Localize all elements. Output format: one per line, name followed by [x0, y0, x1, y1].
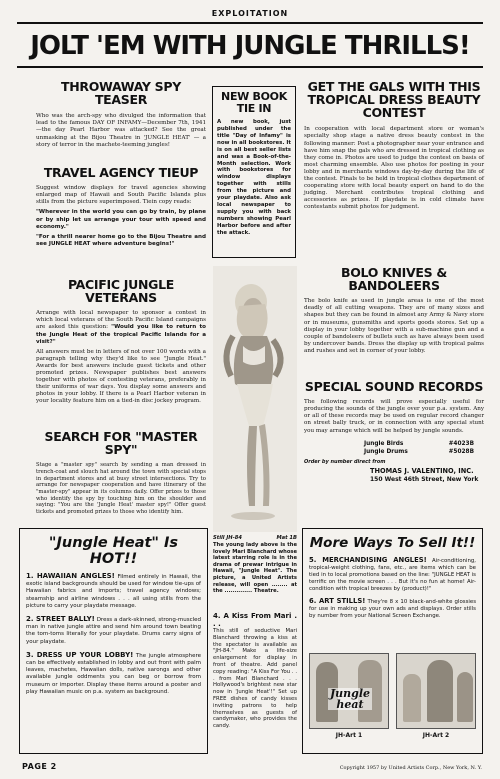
copyright: Copyright 1957 by United Artists Corp., New York, N. Y. [339, 765, 482, 771]
sound-records-section [304, 380, 484, 483]
master-spy-section [36, 430, 206, 516]
veterans-question: "Would you like to return to the Jungle Heat of the tropical Pacific Islands for a visit?" [36, 324, 207, 345]
hot-item-body: The jungle atmosphere can be effectively established in lobby and out front with palm leaves, machetes, Hawaiian dolls, native sarongs and other available jungle oddments you can beg or borrow from museum or importer. Display these items around a poster and play Hawaiian music on p.a. system as background. [26, 652, 201, 695]
section-label: EXPLOITATION [211, 9, 289, 18]
art-figure-shape [427, 660, 453, 722]
veterans-section [36, 278, 206, 405]
art-figure-shape [457, 672, 473, 722]
travel-body: Suggest window displays for travel agencies showing enlarged map of Hawaii and South Pacific Islands plus stills from the picture superimposed. Tiein copy reads: [36, 185, 206, 206]
supplier-name: THOMAS J. VALENTINO, INC. [370, 466, 474, 475]
travel-quote-1: "Wherever in the world you can go by train, by plane or by ship let us arrange your tour with speed and economy." [36, 209, 206, 230]
veterans-body-2: All answers must be in letters of not over 100 words with a paragraph telling why they'd like to see "Jungle Heat." Awards for best answers include guest tickets and other promoted prizes. Newspaper publishes best answers together with photos of contesting veterans, preferably in their uniforms of war days. You display some answers and photos in your lobby. If there is a Pearl Harbor veteran in your locality feature him on a tied-in disc jockey program. [36, 348, 206, 405]
more-heading: More Ways To Sell It!! [309, 535, 476, 551]
art-still-2-label: JH-Art 2 [422, 732, 450, 739]
still-caption-text: The young lady above is the lovely Mari Blanchard whose latest starring role is in the drama of prewar intrigue in Hawaii, "Jungle Heat". The picture, a United Artists release, will open ........ at the .............. Theatre. [213, 542, 297, 595]
spy-teaser-section [36, 80, 206, 149]
hot-item [26, 652, 201, 696]
record-item [364, 448, 474, 456]
still-caption [213, 535, 297, 595]
record-list [364, 440, 474, 456]
bolo-section [304, 266, 484, 355]
dress-heading: GET THE GALS WITH THIS TROPICAL DRESS BEAUTY CONTEST [307, 79, 481, 121]
more-item [309, 598, 476, 620]
pinup-figure-illustration [213, 266, 297, 532]
hot-item [26, 616, 201, 646]
more-item-title: 6. ART STILLS! [309, 597, 366, 605]
more-item-body: They're 8 x 10 black-and-white glossies for use in making up your own ads and displays. Order stills by number from your National Screen Exchange. [309, 599, 477, 619]
sound-body: The following records will prove especially useful for producing the sounds of the jungle over your p.a. system. Any or all of these records may be used on regular record changer on street bally truck, or in connection with any special stunt you may arrange which will be helped by jungle sounds. [304, 399, 484, 434]
hot-item-title: 4. A Kiss From Mari . . . [213, 612, 297, 628]
veterans-heading: PACIFIC JUNGLE VETERANS [67, 277, 175, 306]
art-stills-row [309, 653, 476, 739]
hot-item-body: This still of seductive Mari Blanchard throwing a kiss at the spectator is available as "JH-84." Make a life-size enlargement for display in front of theatre. Add panel copy reading: "A Kiss For You . . . from Mari Blanchard . . . Hollywood's brightest new star now in 'Jungle Heat'!" Set up FREE dishes of candy kisses inviting patrons to help themselves as guests of candymaker, who provides the candy. [213, 628, 297, 730]
sound-heading: SPECIAL SOUND RECORDS [304, 379, 484, 394]
veterans-paragraph [36, 310, 206, 345]
hot-item-title: 1. HAWAIIAN ANGLES! [26, 572, 115, 580]
art-still-2-image [396, 653, 476, 729]
travel-heading: TRAVEL AGENCY TIEUP [43, 165, 199, 180]
book-body: A new book, just published under the title "Day of Infamy" is now in all bookstores. It is on all best seller lists and was a Book-of-the-Month selection. Work with bookstores for window displays together with stills from the picture and your playdate. Also ask local newspaper to supply you with back numbers showing Pearl Harbor before and after the attack. [217, 119, 291, 236]
veterans-body-1: Arrange with local newspaper to sponsor a contest in which local veterans of the South Pacific Island campaigns are asked this question: [36, 310, 206, 331]
top-rule [17, 22, 483, 24]
spy-teaser-heading: THROWAWAY SPY TEASER [60, 79, 181, 108]
kiss-from-mari-item [213, 612, 297, 730]
still-mat: Mat 1B [276, 535, 297, 541]
hot-heading: "Jungle Heat" Is HOT!! [48, 535, 179, 567]
still-caption-ids [213, 535, 297, 541]
page-number: PAGE 2 [22, 762, 57, 771]
art-still-1-image [309, 653, 389, 729]
still-id: Still JH-84 [213, 535, 242, 541]
spy-teaser-body: Who was the arch-spy who divulged the information that lead to the famous DAY OF INFAMY—December 7th, 1941—the day Pearl Harbor was attacked? See the great unmasking at the Bijou Theatre in 'JUNGLE HEAT' — a story of terror in the machete-teeming jungles! [36, 113, 206, 148]
record-number: #5028B [448, 448, 474, 455]
hot-item-body: Dress a dark-skinned, strong-muscled man in native jungle attire and send him around town beating the tom-toms literally for your playdate. Drums carry signs of your playdate. [26, 617, 202, 645]
more-item-title: 5. MERCHANDISING ANGLES! [309, 556, 427, 564]
art-still-2 [396, 653, 476, 739]
master-spy-body: Stage a "master spy" search by sending a man dressed in trench-coat and slouch hat around the town with special stops in department stores and at busy street intersections. Try to arrange for newspaper cooperation and have itinerary of the "master-spy" appear in its columns daily. Offer prizes to those who identify the spy by touching him on the shoulder and saying: "You are the 'Jungle Heat' master spy!" Offer guest tickets and promoted prizes to those who identify him. [36, 462, 206, 516]
art-still-1-label: JH-Art 1 [335, 732, 363, 739]
more-ways-box [302, 528, 483, 754]
more-item-body: Air-conditioning, tropical-weight clothing, fans, etc., are items which can be tied in to local promotions based on the line: "JUNGLE HEAT is terrific on the movie screen . . . But it's no fun at home! Air-condition with tropical breezes by (product)!" [309, 558, 477, 592]
dress-body: In cooperation with local department store or woman's specialty shop stage a native dress beauty contest in the following manner: Post a photographer near your entrance and have him snap the gals who are dressed in tropical clothing as they come in. Photos are used to judge the contest on basis of most charming ensemble. Also use photos for posting in your lobby and in merchants windows day-by-day during the life of the contest. Finals to be held in tropical clothes department of cooperating store with local beauty expert on hand to do the judging. Merchant contributes tropical clothing and accessories as prizes. If playdate is in cold climate have contestants submit photos for judgment. [304, 126, 484, 211]
record-name: Jungle Birds [364, 440, 404, 447]
hot-item-title: 3. DRESS UP YOUR LOBBY! [26, 650, 134, 659]
hot-item [26, 573, 201, 610]
page-headline: JOLT 'EM WITH JUNGLE THRILLS! [30, 31, 470, 61]
book-tie-in-box [212, 86, 296, 258]
art-still-1 [309, 653, 389, 739]
bolo-heading: BOLO KNIVES & BANDOLEERS [340, 265, 448, 294]
book-heading-2: TIE IN [236, 101, 272, 115]
bolo-body: The bolo knife as used in jungle areas is one of the most deadly of all cutting weapons. They are of many sizes and shapes but they can be found in almost any Army & Navy store or in museums, gunsmiths and sports goods stores. Set up a display in your lobby together with a sub-machine gun and a couple of bandoleers of bullets such as have always been used by undercover bands. Dress the display up with tropical palms and rushes and set in corner of your lobby. [304, 298, 484, 354]
record-name: Jungle Drums [364, 448, 408, 455]
record-number: #4023B [448, 440, 474, 447]
art-figure-shape [403, 674, 421, 722]
jungle-heat-hot-box [19, 528, 208, 754]
dress-contest-section [304, 80, 484, 212]
master-spy-heading: SEARCH FOR "MASTER SPY" [44, 429, 198, 458]
mari-blanchard-still [213, 266, 297, 532]
book-heading-1: NEW BOOK [221, 90, 287, 103]
travel-quote-2: "For a thrill nearer home go to the Bijou Theatre and see JUNGLE HEAT where adventure begins!" [36, 233, 206, 247]
order-note: Order by number direct from [304, 458, 386, 465]
more-item [309, 557, 476, 593]
hot-item-body: Filmed entirely in Hawaii, the exotic island backgrounds should be used for window tie-ups of Hawaiian fabrics and imports; travel agency windows; steamship and airline windows . . . all using stills from the picture to carry your playdate message. [26, 574, 202, 609]
hot-item-title: 2. STREET BALLY! [26, 615, 95, 624]
travel-section [36, 166, 206, 248]
headline-rule [17, 66, 483, 68]
supplier-address: 150 West 46th Street, New York [370, 475, 479, 483]
record-item [364, 440, 474, 448]
art-logo: Jungle heat [329, 687, 371, 711]
